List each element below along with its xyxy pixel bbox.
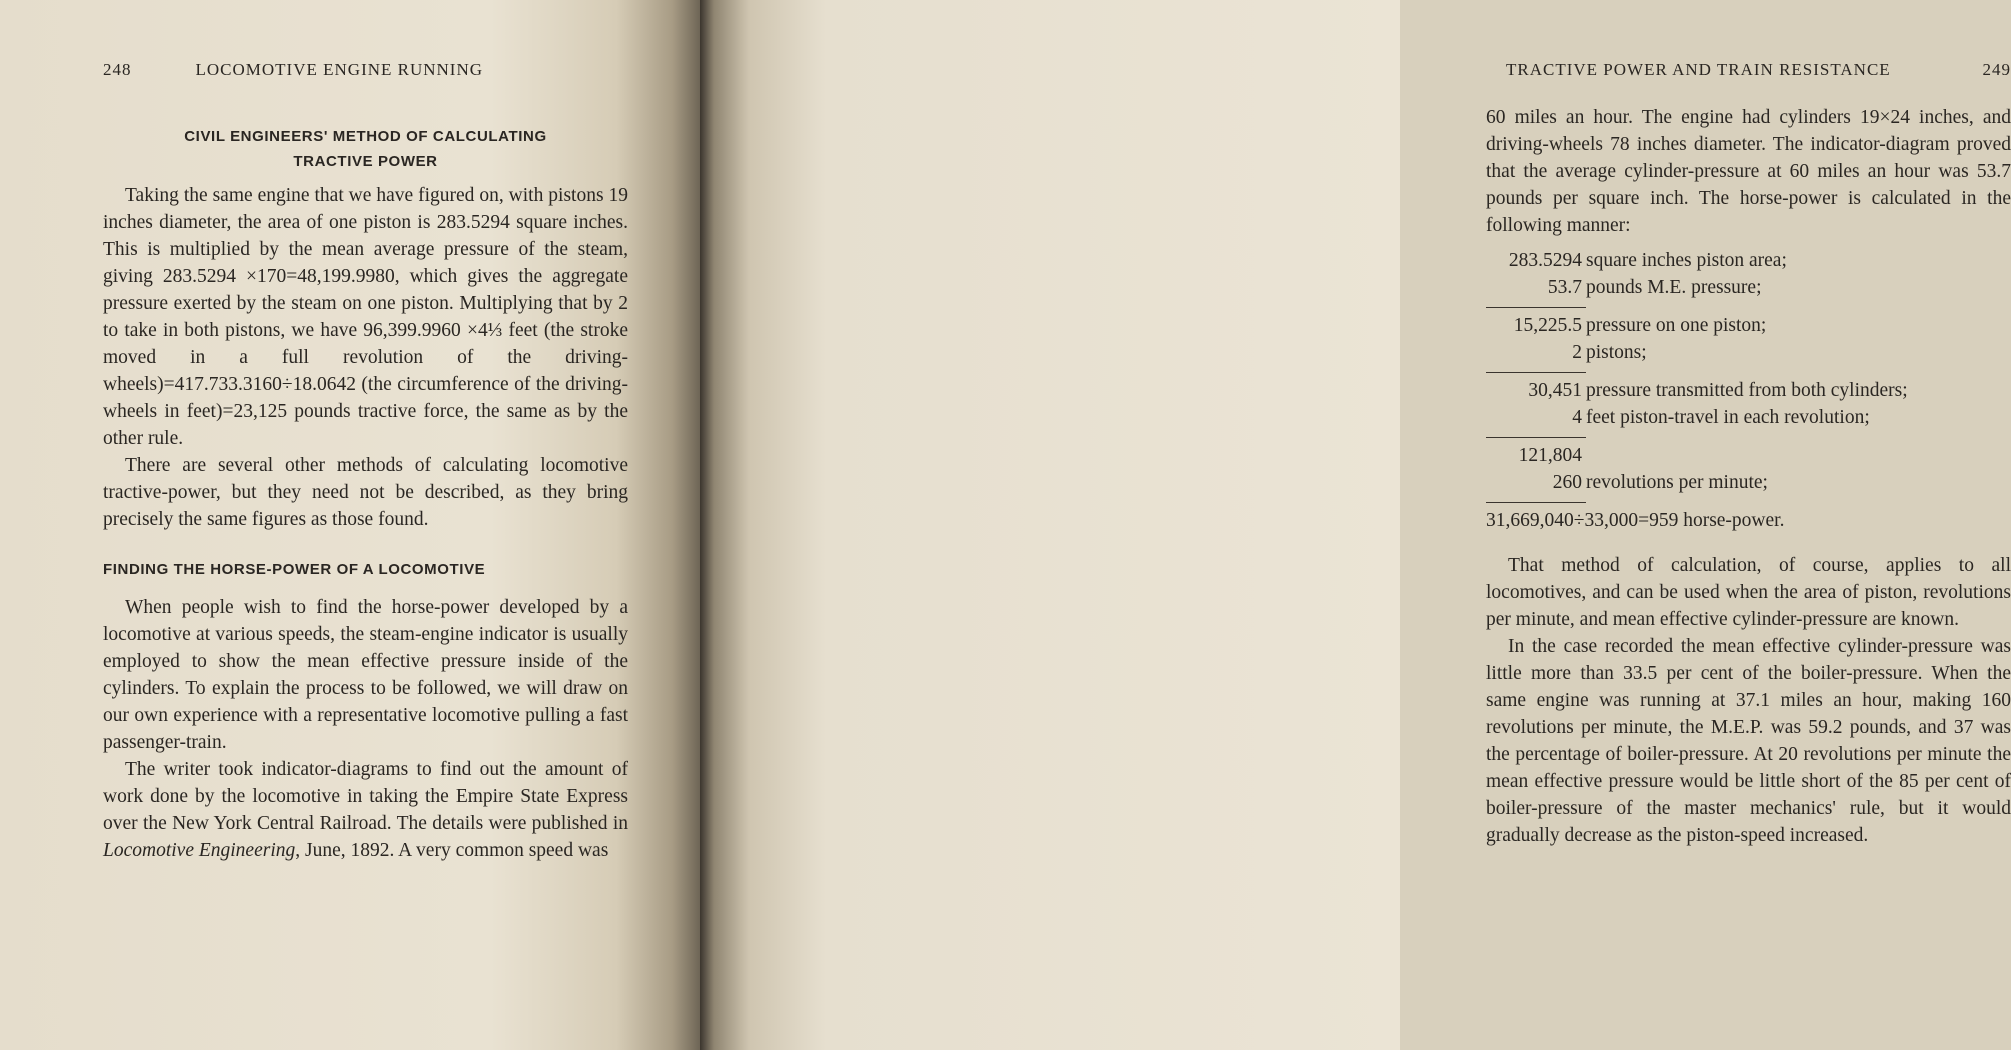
paragraph [103,756,628,864]
right-page [700,0,2011,1050]
section-title-horse-power: FINDING THE HORSE-POWER OF A LOCOMOTIVE [103,561,486,578]
calc-result: 31,669,040÷33,000=959 horse-power. [1486,510,1785,531]
paragraph-text: , June, 1892. A very common speed was [295,840,609,861]
calc-label: pounds M.E. pressure; [1586,277,1762,298]
calc-row [1486,469,2011,496]
paragraph: Taking the same engine that we have figured on, with pistons 19 inches diameter, the area of one piston is 283.5294 square inches. This is multiplied by the mean average pressure of the steam, giving 283.5294 ×170=48,199.9980, which gives the aggregate pressure exerted by the steam on one piston. Multiplying that by 2 to take in both pistons, we have 96,399.9960 ×4⅓ feet (the stroke moved in a full revolution of the driving-wheels)=417.733.3160÷18.0642 (the circumference of the driving-wheels in feet)=23,125 pounds tractive force, the same as by the other rule. [103,185,628,449]
calc-row [1486,274,2011,301]
paragraph: 60 miles an hour. The engine had cylinders 19×24 inches, and driving-wheels 78 inches diameter. The indicator-diagram proved that the average cylinder-pressure at 60 miles an hour was 53.7 pounds per square inch. The horse-power is calculated in the following manner: [1486,107,2011,236]
left-text-column [103,60,628,864]
italic-title: Locomotive Engineering [103,840,296,861]
paragraph: That method of calculation, of course, applies to all locomotives, and can be used when the area of piston, revolutions per minute, and mean effective cylinder-pressure are known. [1486,555,2011,630]
calc-label: pistons; [1586,342,1647,363]
calc-rule [1486,372,1586,373]
calc-number: 260 [1552,472,1582,493]
left-running-head [103,60,628,90]
calc-number: 30,451 [1528,380,1582,401]
paragraph: When people wish to find the horse-power developed by a locomotive at various speeds, the steam-engine indicator is usually employed to show the mean effective pressure inside of the cylinders. To explain the process to be followed, we will draw on our own experience with a representative locomotive pulling a fast passenger-train. [103,597,628,753]
paragraph-text: The writer took indicator-diagrams to find out the amount of work done by the locomotive in taking the Empire State Express over the New York Central Railroad. The details were published in [103,759,628,834]
calc-label: pressure on one piston; [1586,315,1767,336]
calc-number: 4 [1572,407,1582,428]
paragraph: In the case recorded the mean effective cylinder-pressure was little more than 33.5 per cent of the boiler-pressure. When the same engine was running at 37.1 miles an hour, making 160 revolutions per minute, the M.E.P. was 59.2 pounds, and 37 was the percentage of boiler-pressure. At 20 revolutions per minute the mean effective pressure would be little short of the 85 per cent of boiler-pressure of the master mechanics' rule, but it would gradually decrease as the piston-speed increased. [1486,636,2011,846]
calc-row [1486,377,2011,404]
calc-row [1486,404,2011,431]
right-page-number: 249 [1982,60,2011,79]
calc-label: pressure transmitted from both cylinders; [1586,380,1908,401]
paragraph: There are several other methods of calculating locomotive tractive-power, but they need not be described, as they bring precisely the same figures as those found. [103,455,628,530]
calc-number: 2 [1572,342,1582,363]
calc-row [1486,312,2011,339]
right-running-head [1486,60,2011,90]
calc-row [1486,247,2011,274]
section-title-civil-engineers [103,124,628,174]
calc-label: revolutions per minute; [1586,472,1768,493]
calc-number: 121,804 [1518,445,1582,466]
calc-rule [1486,502,1586,503]
left-page-number: 248 [103,60,132,79]
section-title-line: TRACTIVE POWER [293,153,438,170]
calc-row [1486,442,2011,469]
calc-label: feet piston-travel in each revolution; [1586,407,1870,428]
calc-rule [1486,437,1586,438]
calc-row [1486,339,2011,366]
calc-rule [1486,307,1586,308]
left-page [0,0,700,1050]
horse-power-calculation [1486,247,2011,534]
right-text-column [1486,60,2011,849]
calc-label: square inches piston area; [1586,250,1787,271]
calc-number: 15,225.5 [1513,315,1582,336]
calc-number: 283.5294 [1508,250,1582,271]
right-running-title: TRACTIVE POWER AND TRAIN RESISTANCE [1506,60,1891,79]
section-title-line: CIVIL ENGINEERS' METHOD OF CALCULATING [184,128,547,145]
left-running-title: LOCOMOTIVE ENGINE RUNNING [195,60,484,79]
calc-number: 53.7 [1547,277,1582,298]
